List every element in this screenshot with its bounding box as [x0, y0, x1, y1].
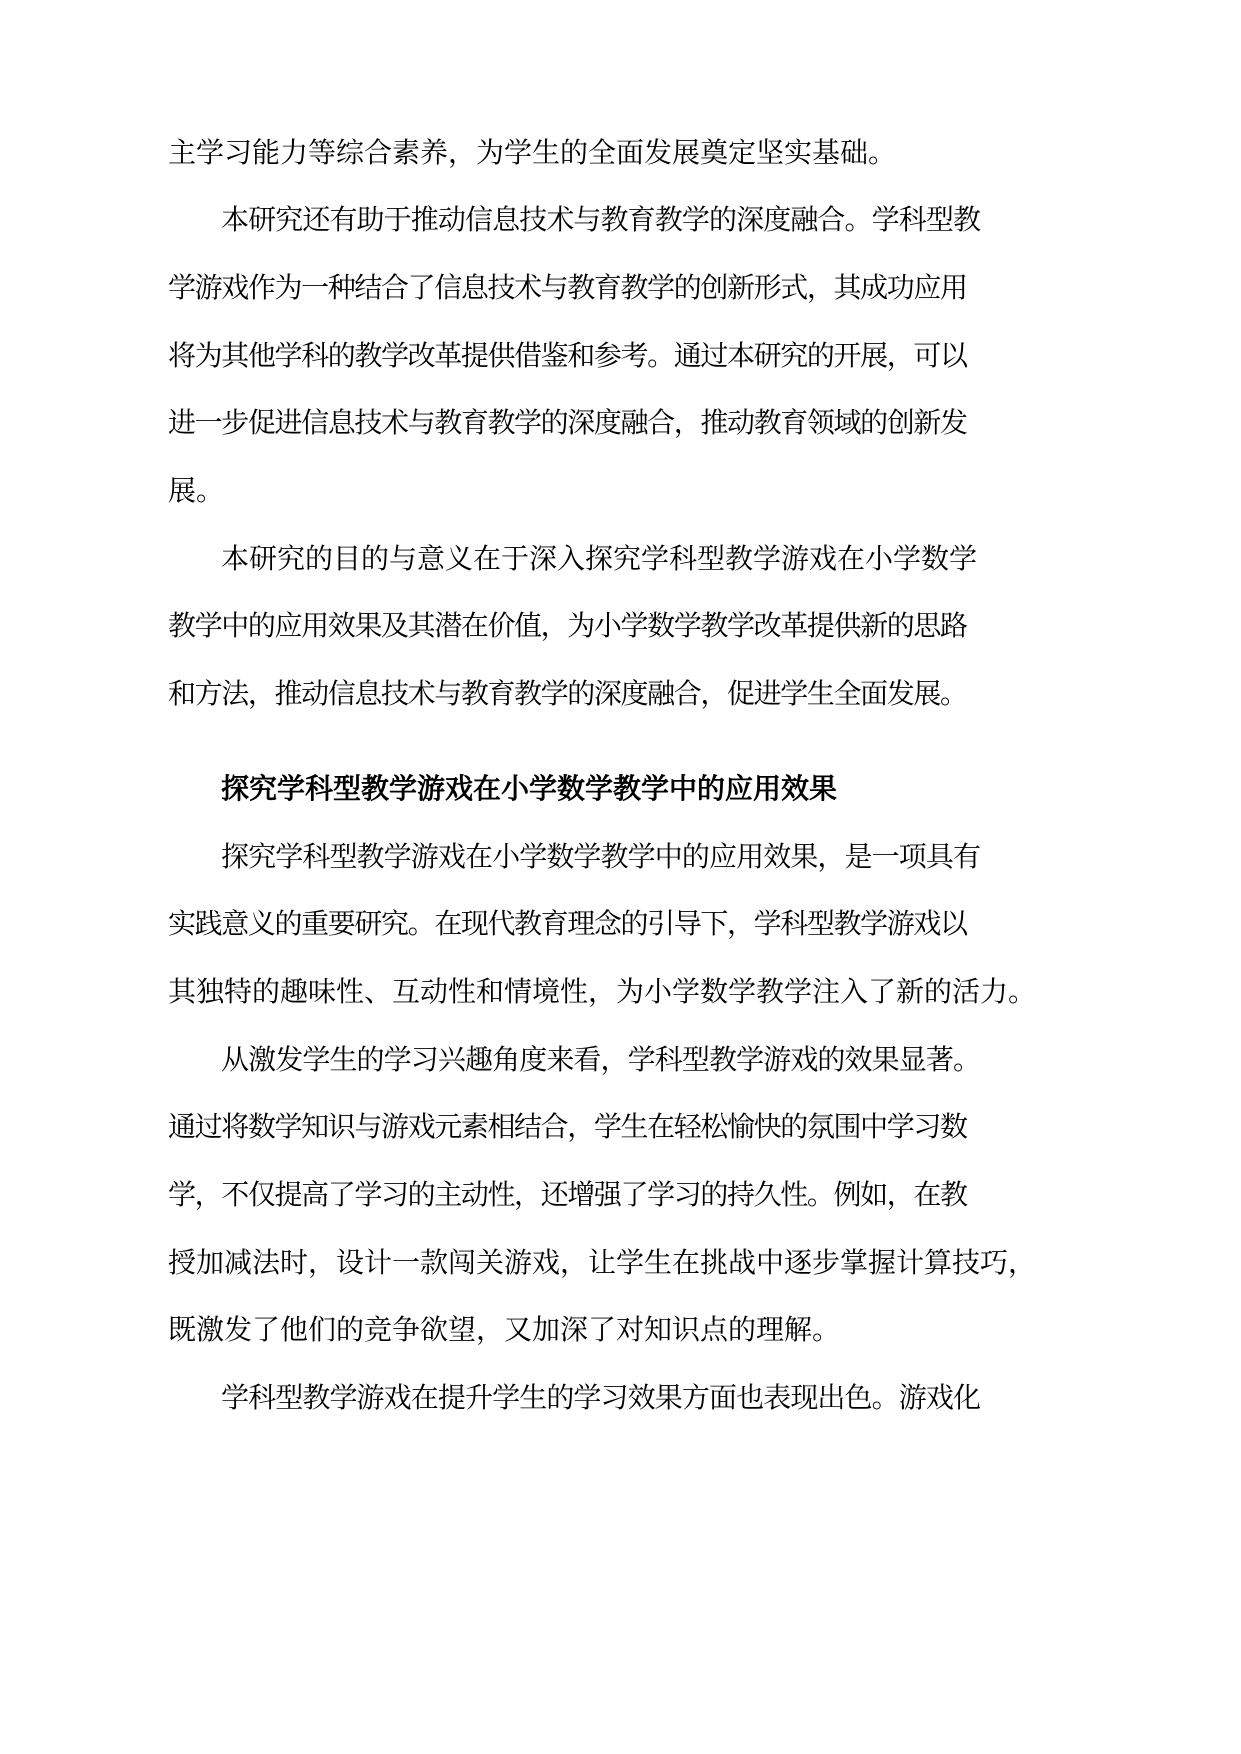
paragraph-line: 主学习能力等综合素养，为学生的全面发展奠定坚实基础。 [168, 136, 897, 169]
paragraph-line: 其独特的趣味性、互动性和情境性，为小学数学教学注入了新的活力。 [168, 975, 1037, 1008]
paragraph-line: 将为其他学科的教学改革提供借鉴和参考。通过本研究的开展，可以 [168, 339, 967, 372]
paragraph-line: 教学中的应用效果及其潜在价值，为小学数学教学改革提供新的思路 [168, 609, 967, 642]
paragraph-line: 和方法，推动信息技术与教育教学的深度融合，促进学生全面发展。 [168, 677, 967, 710]
paragraph-line: 通过将数学知识与游戏元素相结合，学生在轻松愉快的氛围中学习数 [168, 1110, 967, 1143]
paragraph-line: 进一步促进信息技术与教育教学的深度融合，推动教育领域的创新发 [168, 406, 967, 439]
paragraph-line: 展。 [168, 474, 225, 507]
paragraph-line: 学游戏作为一种结合了信息技术与教育教学的创新形式，其成功应用 [168, 271, 967, 304]
paragraph-line: 既激发了他们的竞争欲望，又加深了对知识点的理解。 [168, 1313, 841, 1346]
paragraph-line: 授加减法时，设计一款闯关游戏，让学生在挑战中逐步掌握计算技巧， [168, 1246, 1037, 1279]
section-heading: 探究学科型教学游戏在小学数学教学中的应用效果 [221, 772, 838, 805]
paragraph-line: 探究学科型教学游戏在小学数学教学中的应用效果，是一项具有 [221, 840, 981, 873]
paragraph-line: 学，不仅提高了学习的主动性，还增强了学习的持久性。例如，在教 [168, 1178, 967, 1211]
paragraph-line: 本研究的目的与意义在于深入探究学科型教学游戏在小学数学 [221, 542, 978, 575]
paragraph-line: 本研究还有助于推动信息技术与教育教学的深度融合。学科型教 [221, 203, 981, 236]
paragraph-line: 从激发学生的学习兴趣角度来看，学科型教学游戏的效果显著。 [221, 1043, 981, 1076]
paragraph-line: 实践意义的重要研究。在现代教育理念的引导下，学科型教学游戏以 [168, 907, 967, 940]
paragraph-line: 学科型教学游戏在提升学生的学习效果方面也表现出色。游戏化 [221, 1381, 981, 1414]
